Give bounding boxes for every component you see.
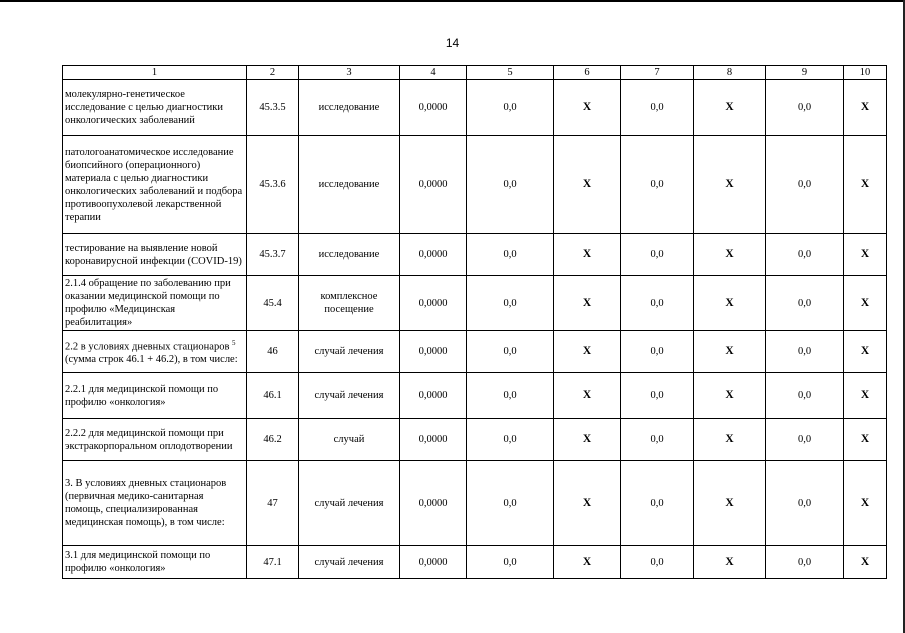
value-cell: 0,0	[467, 80, 554, 136]
row-code-cell: 47	[247, 461, 299, 546]
value-cell: 0,0	[766, 276, 844, 331]
value-cell: 0,0000	[400, 234, 467, 276]
x-mark-cell: X	[844, 80, 887, 136]
value-cell: 0,0	[621, 276, 694, 331]
value-cell: 0,0	[621, 419, 694, 461]
row-code-cell: 45.3.5	[247, 80, 299, 136]
x-mark-cell: X	[844, 276, 887, 331]
value-cell: 0,0	[766, 80, 844, 136]
x-mark-cell: X	[694, 234, 766, 276]
row-name-cell	[63, 331, 247, 373]
data-table	[62, 65, 887, 579]
row-code-cell: 47.1	[247, 546, 299, 579]
x-mark-cell: X	[844, 234, 887, 276]
header-row	[63, 66, 887, 80]
footnote-marker: 5	[232, 338, 236, 347]
value-cell: 0,0000	[400, 461, 467, 546]
column-header: 10	[844, 66, 887, 80]
table-row	[63, 419, 887, 461]
row-code-cell: 45.3.7	[247, 234, 299, 276]
x-mark-cell: X	[694, 331, 766, 373]
row-code-cell: 46.1	[247, 373, 299, 419]
value-cell: 0,0000	[400, 136, 467, 234]
value-cell: 0,0000	[400, 546, 467, 579]
table-row	[63, 331, 887, 373]
value-cell: 0,0	[467, 419, 554, 461]
row-name-cell: 3.1 для медицинской помощи по профилю «онкология»	[63, 546, 247, 579]
row-code-cell: 45.3.6	[247, 136, 299, 234]
x-mark-cell: X	[844, 546, 887, 579]
x-mark-cell: X	[554, 546, 621, 579]
x-mark-cell: X	[554, 373, 621, 419]
x-mark-cell: X	[694, 276, 766, 331]
value-cell: 0,0	[621, 546, 694, 579]
value-cell: 0,0000	[400, 373, 467, 419]
x-mark-cell: X	[694, 419, 766, 461]
row-name-cell: 3. В условиях дневных стационаров (первичная медико-санитарная помощь, специализированная медицинская помощь), в том числе:	[63, 461, 247, 546]
row-unit-cell: случай	[299, 419, 400, 461]
value-cell: 0,0	[467, 546, 554, 579]
value-cell: 0,0	[467, 331, 554, 373]
row-code-cell: 46	[247, 331, 299, 373]
column-header: 7	[621, 66, 694, 80]
value-cell: 0,0	[467, 276, 554, 331]
value-cell: 0,0	[621, 234, 694, 276]
x-mark-cell: X	[844, 373, 887, 419]
value-cell: 0,0	[621, 331, 694, 373]
row-code-cell: 46.2	[247, 419, 299, 461]
x-mark-cell: X	[554, 234, 621, 276]
value-cell: 0,0	[766, 373, 844, 419]
x-mark-cell: X	[554, 331, 621, 373]
x-mark-cell: X	[694, 373, 766, 419]
page-number: 14	[445, 36, 460, 50]
x-mark-cell: X	[694, 546, 766, 579]
row-code-cell: 45.4	[247, 276, 299, 331]
value-cell: 0,0000	[400, 80, 467, 136]
row-name-cell: патологоанатомическое исследование биопсийного (операционного) материала с целью диагностики онкологических заболеваний и подбора противоопухолевой лекарственной терапии	[63, 136, 247, 234]
value-cell: 0,0	[766, 546, 844, 579]
row-unit-cell: случай лечения	[299, 546, 400, 579]
x-mark-cell: X	[844, 461, 887, 546]
value-cell: 0,0	[621, 461, 694, 546]
value-cell: 0,0000	[400, 419, 467, 461]
table-row	[63, 461, 887, 546]
value-cell: 0,0	[621, 373, 694, 419]
value-cell: 0,0	[621, 136, 694, 234]
table-row	[63, 80, 887, 136]
x-mark-cell: X	[554, 419, 621, 461]
column-header: 3	[299, 66, 400, 80]
value-cell: 0,0	[766, 136, 844, 234]
x-mark-cell: X	[554, 276, 621, 331]
column-header: 9	[766, 66, 844, 80]
scan-top-border	[0, 0, 905, 2]
value-cell: 0,0	[467, 234, 554, 276]
x-mark-cell: X	[844, 331, 887, 373]
row-unit-cell: исследование	[299, 234, 400, 276]
value-cell: 0,0	[467, 373, 554, 419]
table-row	[63, 373, 887, 419]
x-mark-cell: X	[554, 461, 621, 546]
value-cell: 0,0	[766, 331, 844, 373]
row-unit-cell: исследование	[299, 136, 400, 234]
value-cell: 0,0	[467, 136, 554, 234]
value-cell: 0,0	[766, 234, 844, 276]
row-unit-cell: случай лечения	[299, 461, 400, 546]
row-unit-cell: случай лечения	[299, 373, 400, 419]
table-row	[63, 276, 887, 331]
row-unit-cell: случай лечения	[299, 331, 400, 373]
column-header: 4	[400, 66, 467, 80]
row-unit-cell: исследование	[299, 80, 400, 136]
row-name-cell: тестирование на выявление новой коронавирусной инфекции (COVID-19)	[63, 234, 247, 276]
value-cell: 0,0000	[400, 276, 467, 331]
column-header: 6	[554, 66, 621, 80]
column-header: 1	[63, 66, 247, 80]
x-mark-cell: X	[844, 136, 887, 234]
column-header: 2	[247, 66, 299, 80]
value-cell: 0,0	[621, 80, 694, 136]
value-cell: 0,0	[766, 461, 844, 546]
table-row	[63, 234, 887, 276]
table-row	[63, 546, 887, 579]
value-cell: 0,0	[467, 461, 554, 546]
x-mark-cell: X	[554, 80, 621, 136]
row-name-text: 2.2 в условиях дневных стационаров	[65, 341, 233, 353]
x-mark-cell: X	[694, 461, 766, 546]
row-unit-cell: комплексное посещение	[299, 276, 400, 331]
x-mark-cell: X	[694, 80, 766, 136]
row-name-cell: 2.2.2 для медицинской помощи при экстракорпоральном оплодотворении	[63, 419, 247, 461]
value-cell: 0,0000	[400, 331, 467, 373]
row-name-cell: 2.2.1 для медицинской помощи по профилю «онкология»	[63, 373, 247, 419]
row-name-cell: молекулярно-генетическое исследование с целью диагностики онкологических заболеваний	[63, 80, 247, 136]
table-row	[63, 136, 887, 234]
row-name-text: (сумма строк 46.1 + 46.2), в том числе:	[65, 354, 238, 366]
x-mark-cell: X	[694, 136, 766, 234]
row-name-cell: 2.1.4 обращение по заболеванию при оказании медицинской помощи по профилю «Медицинская реабилитация»	[63, 276, 247, 331]
value-cell: 0,0	[766, 419, 844, 461]
column-header: 5	[467, 66, 554, 80]
column-header: 8	[694, 66, 766, 80]
x-mark-cell: X	[554, 136, 621, 234]
x-mark-cell: X	[844, 419, 887, 461]
